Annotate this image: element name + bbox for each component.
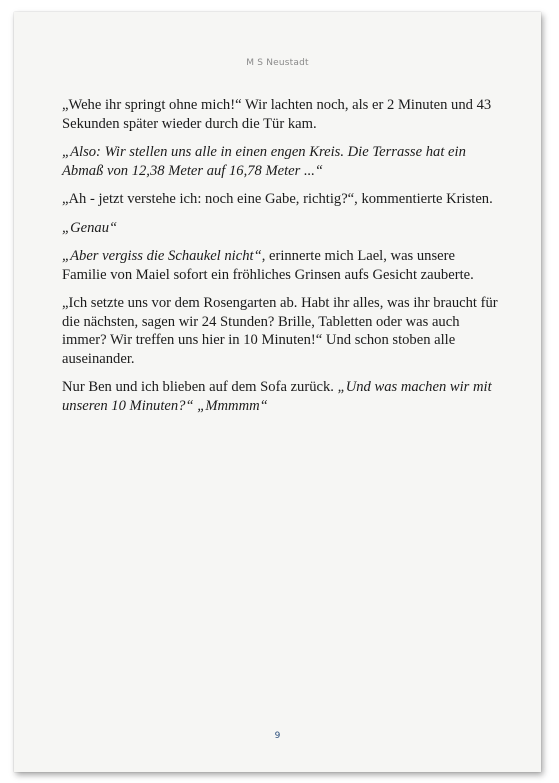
paragraph-3 [62, 190, 502, 209]
paragraph-1-text: „Wehe ihr springt ohne mich!“ Wir lachten noch, als er 2 Minuten und 43 Sekunden später wieder durch die Tür kam. [62, 97, 492, 132]
paragraph-7 [62, 378, 502, 415]
paragraph-3-text: „Ah - jetzt verstehe ich: noch eine Gabe, richtig?“, kommentierte Kristen. [62, 191, 493, 207]
paragraph-7-italic-text: „Und was machen wir mit unseren 10 Minuten?“ „Mmmmm“ [62, 379, 492, 414]
page-body [62, 96, 502, 425]
paragraph-2 [62, 143, 502, 180]
book-page [14, 12, 541, 772]
paragraph-7-text: Nur Ben und ich blieben auf dem Sofa zurück. [62, 379, 338, 395]
paragraph-4-italic-text: „Genau“ [62, 219, 118, 236]
paragraph-1 [62, 96, 502, 133]
page-number: 9 [274, 731, 281, 741]
paragraph-5-italic-text: „Aber vergiss die Schaukel nicht“ [62, 248, 262, 264]
running-header-author: M S Neustadt [246, 58, 309, 68]
paragraph-5-text: , erinnerte mich Lael, was unsere Familie von Maiel sofort ein fröhliches Grinsen aufs Gesicht zauberte. [62, 248, 474, 283]
paragraph-5 [62, 247, 502, 284]
paragraph-6 [62, 294, 502, 368]
paragraph-2-italic-text: „Also: Wir stellen uns alle in einen engen Kreis. Die Terrasse hat ein Abmaß von 12,38 Meter auf 16,78 Meter ...“ [62, 144, 466, 179]
paragraph-6-text: „Ich setzte uns vor dem Rosengarten ab. Habt ihr alles, was ihr braucht für die nächsten, sagen wir 24 Stunden? Brille, Tabletten oder was auch immer? Wir treffen uns hier in 10 Minuten!“ Und schon stoben alle auseinander. [62, 295, 498, 367]
paragraph-4 [62, 219, 502, 238]
